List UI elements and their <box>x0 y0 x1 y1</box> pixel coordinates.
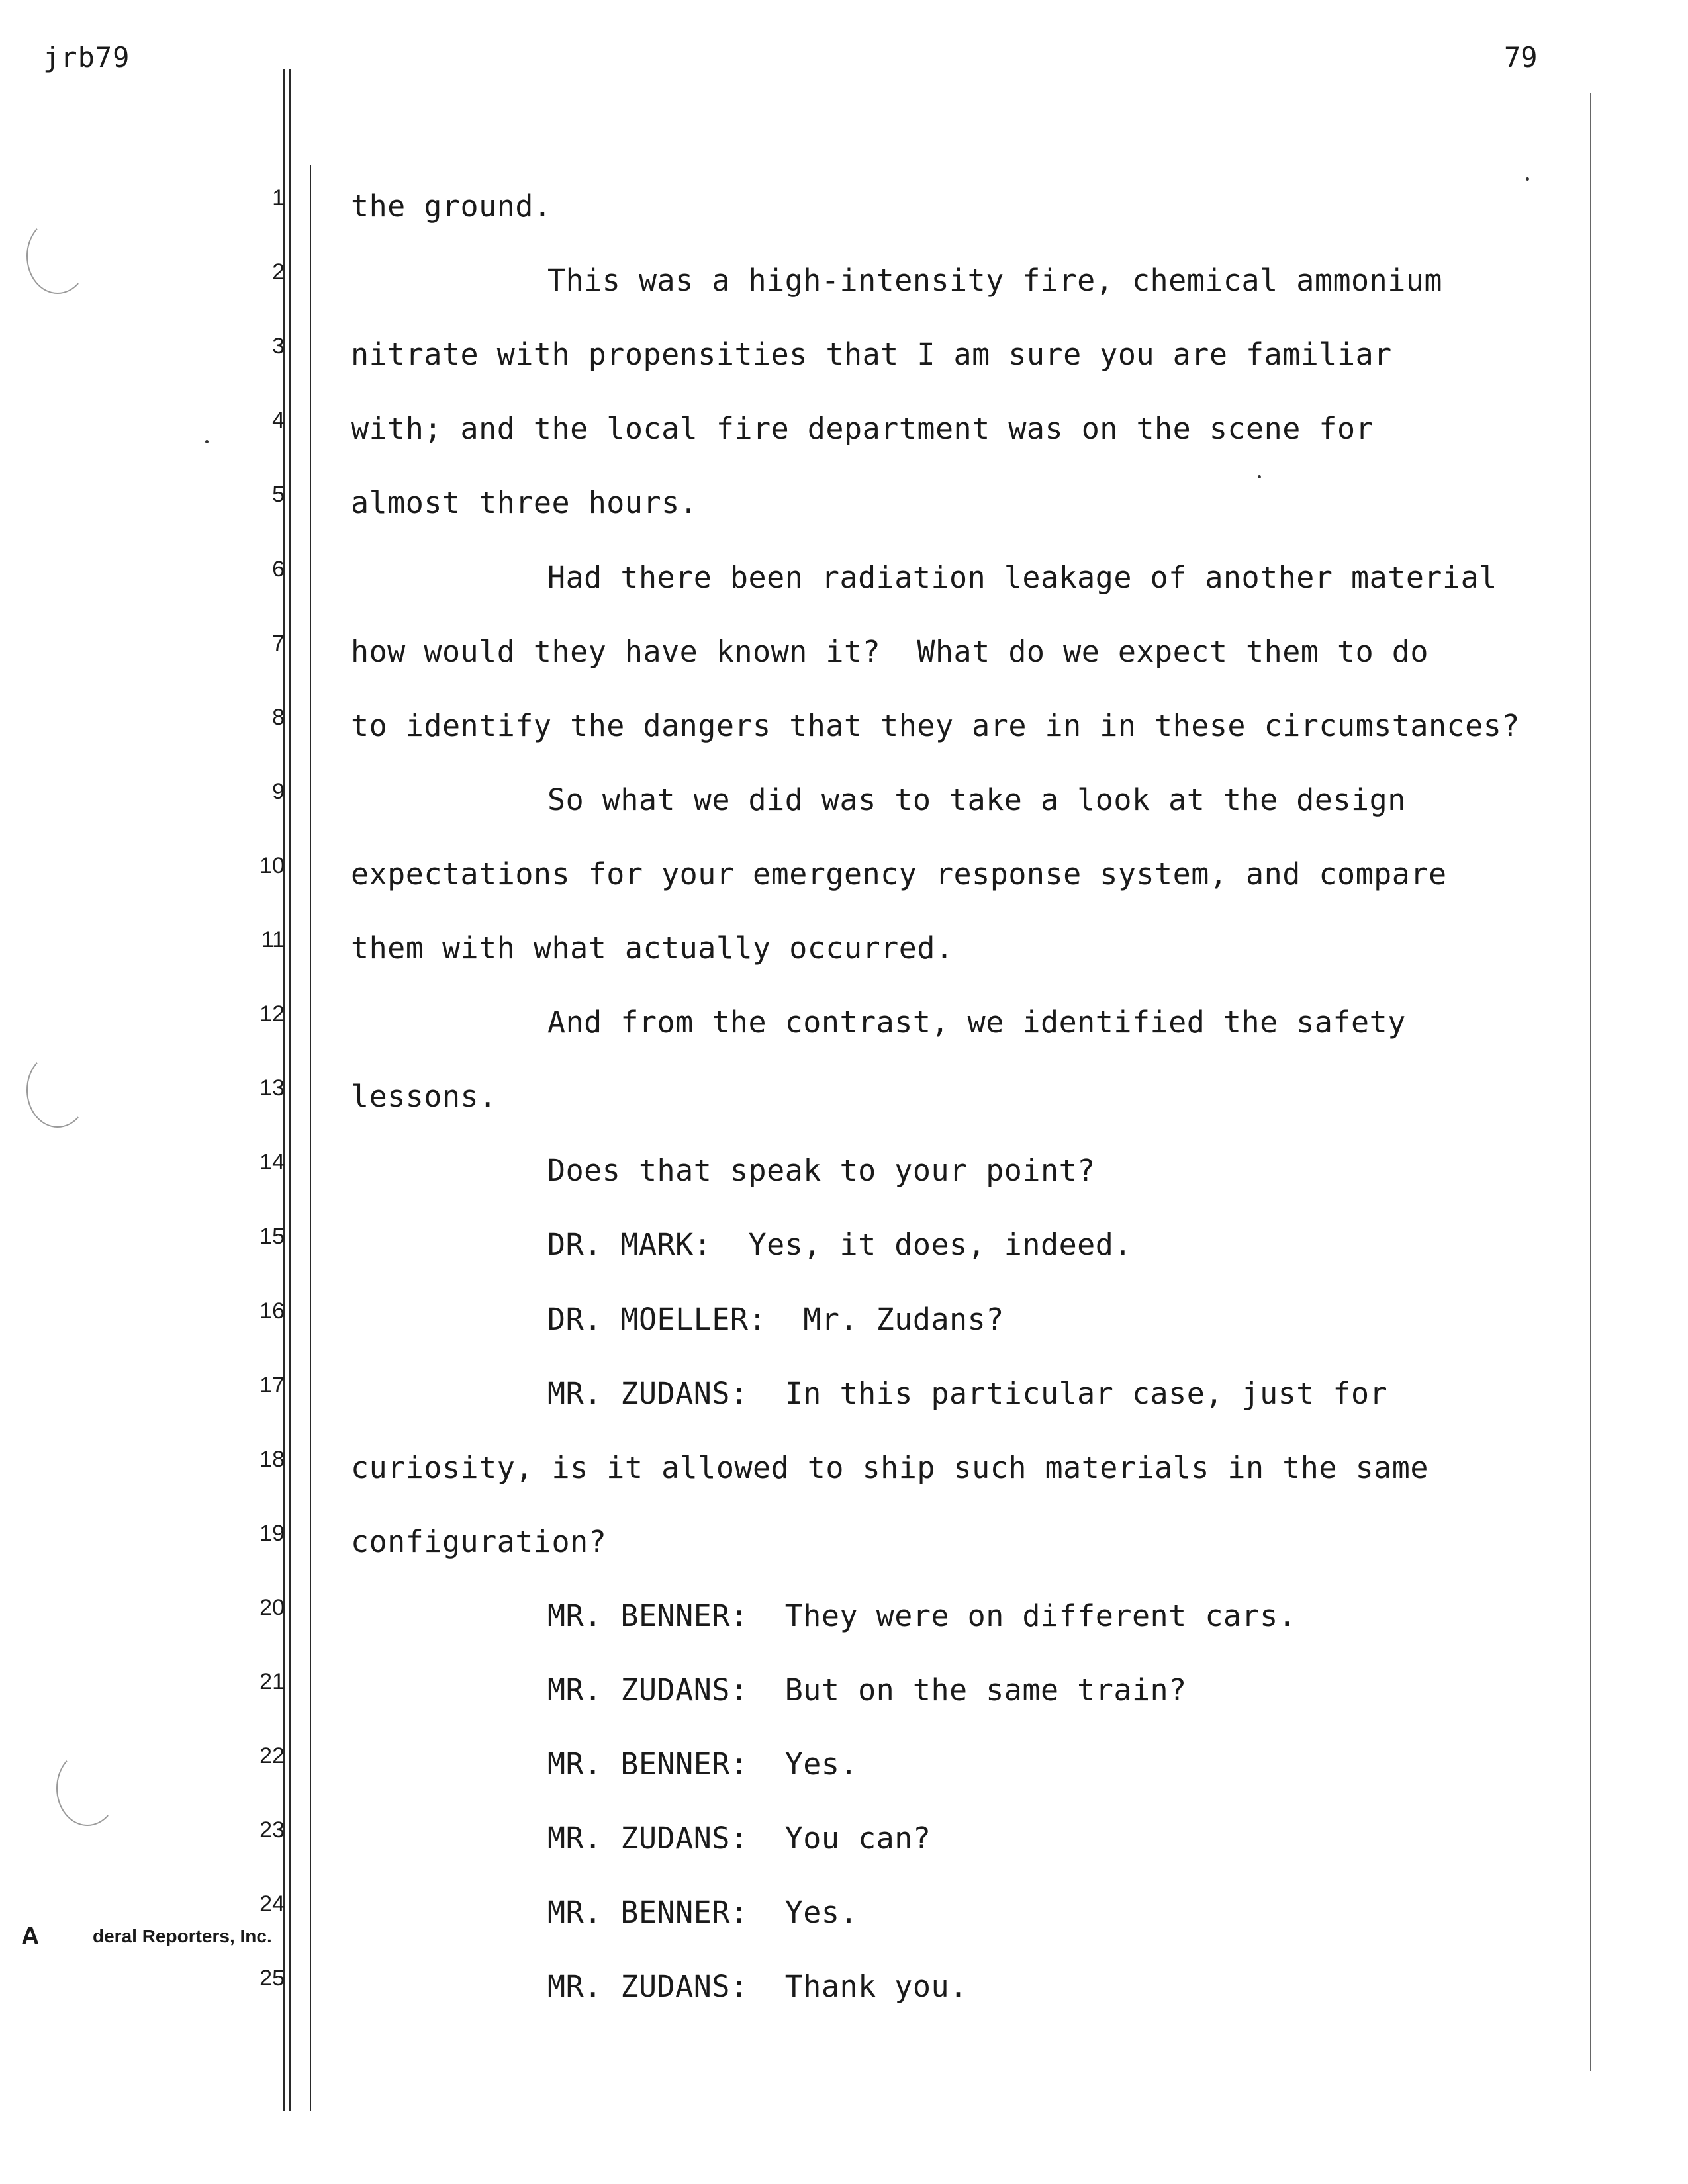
line-number: 25 <box>259 1966 285 1991</box>
punch-hole <box>56 1751 118 1826</box>
line-number: 18 <box>259 1446 285 1472</box>
line-number: 4 <box>272 408 285 433</box>
speck <box>205 440 209 443</box>
line-number: 13 <box>259 1075 285 1101</box>
line-number: 12 <box>259 1001 285 1027</box>
line-number: 17 <box>259 1372 285 1398</box>
line-number: 15 <box>259 1224 285 1250</box>
transcript-line: with; and the local fire department was on the scene for <box>351 411 1374 447</box>
transcript-line: This was a high-intensity fire, chemical ammonium <box>547 263 1443 298</box>
line-number: 22 <box>259 1743 285 1769</box>
line-number: 21 <box>259 1669 285 1694</box>
right-margin-rule <box>1590 93 1591 2071</box>
transcript-line: MR. BENNER: Yes. <box>547 1895 859 1931</box>
line-number: 3 <box>272 334 285 359</box>
transcript-line: curiosity, is it allowed to ship such materials in the same <box>351 1449 1429 1485</box>
document-id: jrb79 <box>43 41 130 73</box>
transcript-line: And from the contrast, we identified the safety <box>547 1005 1406 1040</box>
punch-hole <box>26 218 89 294</box>
transcript-line: how would they have known it? What do we expect them to do <box>351 633 1429 669</box>
transcript-line: to identify the dangers that they are in in these circumstances? <box>351 707 1520 743</box>
transcript-line: So what we did was to take a look at the design <box>547 782 1406 817</box>
line-number: 1 <box>272 185 285 210</box>
transcript-line: them with what actually occurred. <box>351 931 954 966</box>
transcript-line: configuration? <box>351 1524 607 1559</box>
margin-rule <box>289 69 291 2111</box>
margin-rule <box>310 165 311 2111</box>
transcript-line: the ground. <box>351 189 552 224</box>
line-number: 23 <box>259 1817 285 1843</box>
transcript-line: MR. BENNER: They were on different cars. <box>547 1598 1297 1633</box>
transcript-line: lessons. <box>351 1079 497 1115</box>
transcript-line: Had there been radiation leakage of another material <box>547 559 1497 595</box>
line-number: 11 <box>261 927 285 952</box>
speck <box>1258 475 1261 478</box>
line-number: 24 <box>259 1891 285 1917</box>
transcript-line: expectations for your emergency response system, and compare <box>351 856 1447 891</box>
line-number: 8 <box>272 704 285 730</box>
line-number: 7 <box>272 630 285 656</box>
transcript-line: MR. ZUDANS: In this particular case, just for <box>547 1375 1388 1411</box>
line-number: 9 <box>272 778 285 804</box>
page-number: 79 <box>1504 41 1538 73</box>
line-number: 16 <box>259 1298 285 1324</box>
transcript-line: MR. BENNER: Yes. <box>547 1747 859 1782</box>
line-number: 20 <box>259 1594 285 1620</box>
transcript-line: DR. MARK: Yes, it does, indeed. <box>547 1227 1132 1263</box>
transcript-line: MR. ZUDANS: You can? <box>547 1821 931 1856</box>
line-number: 14 <box>259 1150 285 1175</box>
transcript-line: DR. MOELLER: Mr. Zudans? <box>547 1301 1004 1337</box>
punch-hole <box>26 1052 89 1128</box>
transcript-line: MR. ZUDANS: Thank you. <box>547 1969 968 2005</box>
transcript-line: nitrate with propensities that I am sure you are familiar <box>351 337 1392 373</box>
transcript-line: MR. ZUDANS: But on the same train? <box>547 1672 1187 1707</box>
reporter-name: deral Reporters, Inc. <box>93 1926 272 1946</box>
line-number: 2 <box>272 259 285 285</box>
line-number: 10 <box>259 852 285 878</box>
speck <box>1526 177 1529 181</box>
line-number: 19 <box>259 1520 285 1546</box>
line-number: 5 <box>272 482 285 508</box>
transcript-line: almost three hours. <box>351 485 698 521</box>
transcript-line: Does that speak to your point? <box>547 1153 1096 1189</box>
line-number: 6 <box>272 556 285 582</box>
reporter-logo: A <box>21 1923 40 1950</box>
